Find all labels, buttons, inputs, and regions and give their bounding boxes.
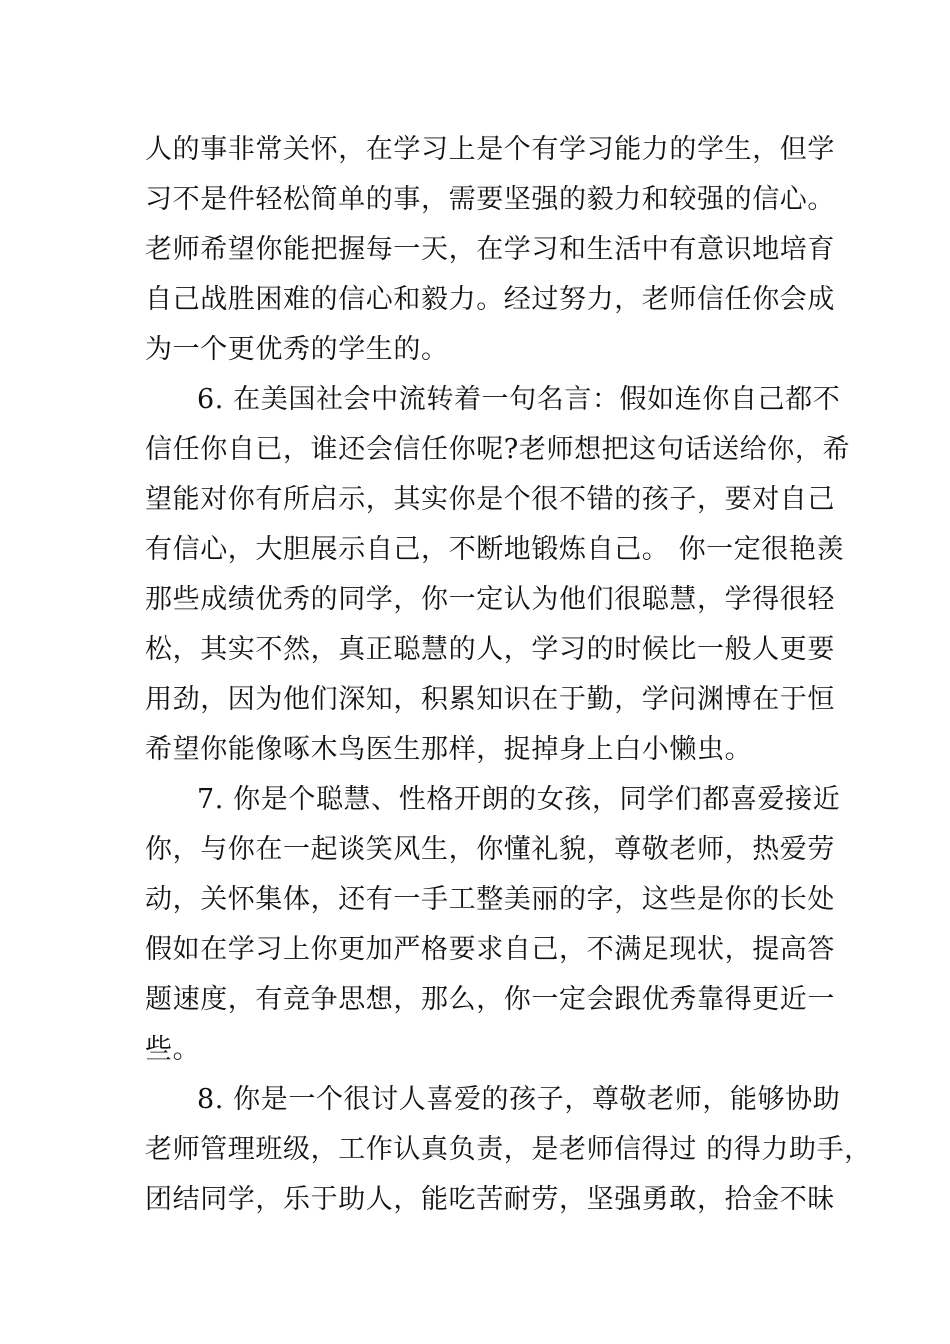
text-line: 动，关怀集体，还有一手工整美丽的字，这些是你的长处 <box>145 884 835 915</box>
paragraph-7-start: 7. 你是个聪慧、性格开朗的女孩，同学们都喜爱接近 <box>197 784 841 815</box>
paragraph-8-start: 8. 你是一个很讨人喜爱的孩子，尊敬老师，能够协助 <box>197 1084 841 1115</box>
text-line: 些。 <box>145 1034 201 1065</box>
paragraph-6-start: 6. 在美国社会中流转着一句名言：假如连你自己都不 <box>197 384 841 415</box>
text-line: 自己战胜困难的信心和毅力。经过努力，老师信任你会成 <box>145 284 835 315</box>
text-line: 信任你自已，谁还会信任你呢?老师想把这句话送给你，希 <box>145 434 851 465</box>
text-line: 老师希望你能把握每一天，在学习和生活中有意识地培育 <box>145 234 835 265</box>
text-line: 那些成绩优秀的同学，你一定认为他们很聪慧，学得很轻 <box>145 584 835 615</box>
text-line: 习不是件轻松简单的事，需要坚强的毅力和较强的信心。 <box>145 184 835 215</box>
text-line: 望能对你有所启示，其实你是个很不错的孩子，要对自己 <box>145 484 835 515</box>
text-line: 松，其实不然，真正聪慧的人，学习的时候比一般人更要 <box>145 634 835 665</box>
text-line: 题速度，有竞争思想，那么，你一定会跟优秀靠得更近一 <box>145 984 835 1015</box>
text-line: 团结同学，乐于助人，能吃苦耐劳，坚强勇敢，拾金不昧 <box>145 1184 835 1215</box>
text-line: 人的事非常关怀，在学习上是个有学习能力的学生，但学 <box>145 134 835 165</box>
text-line: 为一个更优秀的学生的。 <box>145 334 449 365</box>
text-line: 你，与你在一起谈笑风生，你懂礼貌，尊敬老师，热爱劳 <box>145 834 835 865</box>
text-line: 希望你能像啄木鸟医生那样，捉掉身上白小懒虫。 <box>145 734 753 765</box>
text-line: 老师管理班级，工作认真负责，是老师信得过 的得力助手， <box>145 1134 872 1165</box>
text-line: 假如在学习上你更加严格要求自己，不满足现状，提高答 <box>145 934 835 965</box>
text-line: 用劲，因为他们深知，积累知识在于勤，学问渊博在于恒 <box>145 684 835 715</box>
text-line: 有信心，大胆展示自己，不断地锻炼自己。 你一定很艳羡 <box>145 534 845 565</box>
